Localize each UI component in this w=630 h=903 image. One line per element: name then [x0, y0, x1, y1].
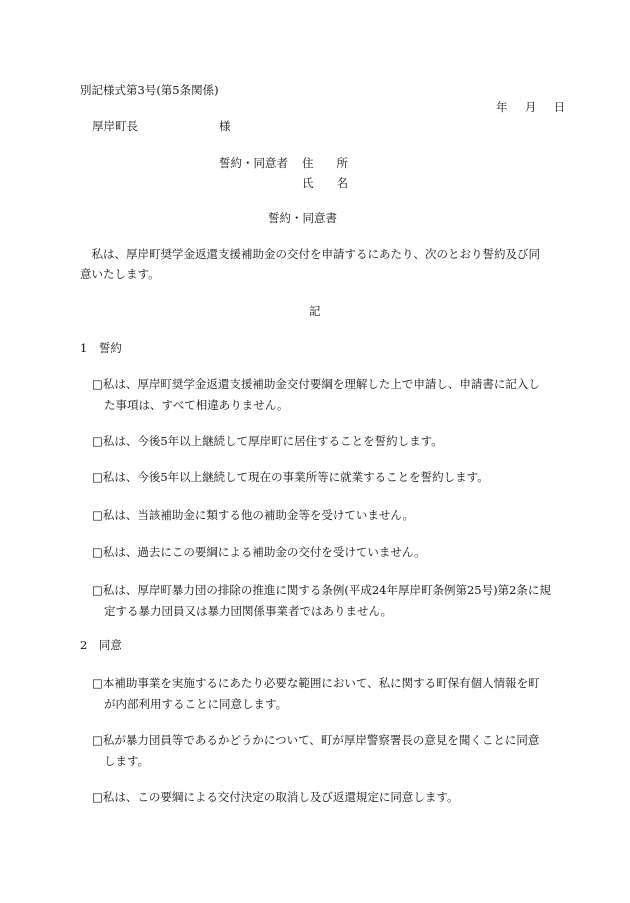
signer-name-label: 氏 名 [302, 176, 348, 190]
addressee-honorific: 様 [219, 119, 231, 133]
intro-line-1: 私は、厚岸町奨学金返還支援補助金の交付を申請するにあたり、次のとおり誓約及び同 [80, 247, 540, 261]
date-day: 日 [553, 100, 566, 114]
pledge-item [92, 467, 562, 488]
consent-item [92, 730, 562, 772]
ki-mark: 記 [309, 304, 321, 318]
consent-item [92, 787, 562, 808]
consent-item-text: □私は、この要綱による交付決定の取消し及び返還規定に同意します。 [92, 790, 459, 804]
pledge-item-text: □私は、今後5年以上継続して現在の事業所等に就業することを誓約します。 [92, 470, 489, 484]
section2-heading: 2 同意 [80, 638, 122, 652]
date-year: 年 [496, 100, 508, 114]
consent-item-continuation: が内部利用することに同意します。 [104, 697, 288, 711]
consent-item-text: □私が暴力団員等であるかどうかについて、町が厚岸警察署長の意見を聞くことに同意 [92, 733, 540, 747]
pledge-item [92, 580, 562, 622]
document-title: 誓約・同意書 [268, 211, 337, 225]
pledge-item-text: □私は、過去にこの要綱による補助金の交付を受けていません。 [92, 545, 426, 559]
signer-role: 誓約・同意者 [219, 156, 288, 170]
pledge-item [92, 374, 562, 416]
date-line [496, 101, 565, 115]
form-number: 別記様式第3号(第5条関係) [80, 83, 219, 97]
pledge-item-continuation: た事項は、すべて相違ありません。 [104, 398, 289, 412]
pledge-item-text: □私は、今後5年以上継続して厚岸町に居住することを誓約します。 [92, 434, 443, 448]
consent-item-continuation: します。 [104, 754, 150, 768]
date-month: 月 [524, 100, 537, 114]
consent-item [92, 673, 562, 715]
pledge-item [92, 431, 562, 452]
pledge-item-text: □私は、厚岸町暴力団の排除の推進に関する条例(平成24年厚岸町条例第25号)第2条に規 [92, 583, 551, 597]
consent-item-text: □本補助事業を実施するにあたり必要な範囲において、私に関する町保有個人情報を町 [92, 676, 540, 690]
addressee-name: 厚岸町長 [92, 119, 138, 133]
pledge-item-continuation: 定する暴力団員又は暴力団関係事業者ではありません。 [104, 604, 393, 618]
pledge-item [92, 542, 562, 563]
intro-line-2: 意いたします。 [80, 267, 160, 281]
signer-address-label: 住 所 [302, 156, 348, 170]
pledge-item [92, 505, 562, 526]
section1-heading: 1 誓約 [80, 341, 122, 355]
pledge-item-text: □私は、厚岸町奨学金返還支援補助金交付要綱を理解した上で申請し、申請書に記入し [92, 377, 540, 391]
pledge-item-text: □私は、当該補助金に類する他の補助金等を受けていません。 [92, 508, 415, 522]
